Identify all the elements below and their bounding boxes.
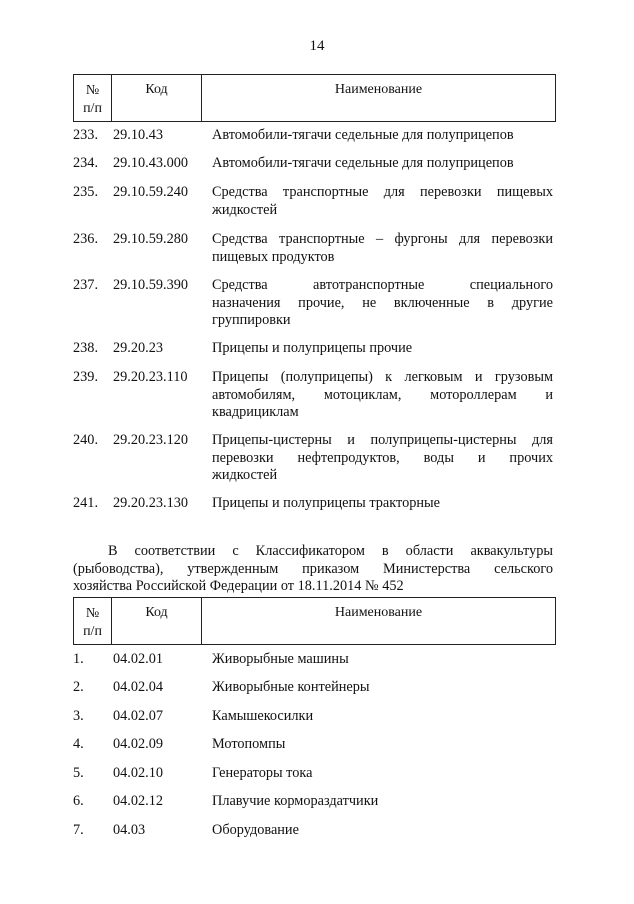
row-num: 237.	[73, 277, 99, 293]
table1-header	[73, 74, 556, 122]
row-name: Средства автотранспортные специального назначения прочие, не включенные в другие группировки	[212, 277, 553, 328]
row-num: 240.	[73, 432, 99, 448]
row-name: Прицепы-цистерны и полуприцепы-цистерны для перевозки нефтепродуктов, воды и прочих жидкостей	[212, 432, 553, 483]
row-num: 4.	[73, 736, 84, 752]
row-name: Прицепы (полуприцепы) к легковым и грузовым автомобилям, мотоциклам, мотороллерам и квадрициклам	[212, 369, 553, 420]
row-name: Плавучие кормораздатчики	[212, 793, 379, 809]
row-name: Мотопомпы	[212, 736, 286, 752]
header-code: Код	[112, 75, 202, 121]
row-name: Оборудование	[212, 822, 299, 838]
page-number: 14	[309, 38, 325, 54]
paragraph-line: В соответствии с Классификатором в области аквакультуры	[108, 543, 553, 559]
row-name: Автомобили-тягачи седельные для полуприцепов	[212, 155, 514, 171]
table2-header	[73, 597, 556, 645]
row-code: 04.02.12	[113, 793, 164, 809]
row-code: 29.20.23.130	[113, 495, 189, 511]
row-code: 29.10.43.000	[113, 155, 189, 171]
row-name: Живорыбные контейнеры	[212, 679, 370, 695]
header-num: № п/п	[74, 598, 112, 644]
row-code: 04.03	[113, 822, 146, 838]
row-num: 1.	[73, 651, 84, 667]
row-name: Средства транспортные для перевозки пищевых жидкостей	[212, 184, 553, 218]
row-num: 7.	[73, 822, 84, 838]
row-code: 29.10.59.390	[113, 277, 189, 293]
row-num: 3.	[73, 708, 84, 724]
row-num: 241.	[73, 495, 99, 511]
row-code: 29.10.59.280	[113, 231, 189, 247]
row-code: 04.02.04	[113, 679, 164, 695]
row-num: 6.	[73, 793, 84, 809]
row-name: Живорыбные машины	[212, 651, 349, 667]
row-code: 29.20.23	[113, 340, 164, 356]
row-name: Прицепы и полуприцепы прочие	[212, 340, 413, 356]
paragraph-line: (рыбоводства), утвержденным приказом Министерства сельского	[73, 560, 553, 577]
header-name: Наименование	[334, 605, 423, 620]
row-name: Прицепы и полуприцепы тракторные	[212, 495, 440, 511]
row-num: 235.	[73, 184, 99, 200]
header-name: Наименование	[334, 82, 423, 97]
row-num: 234.	[73, 155, 99, 171]
header-num: № п/п	[74, 75, 112, 121]
row-code: 04.02.09	[113, 736, 164, 752]
row-num: 236.	[73, 231, 99, 247]
row-code: 04.02.01	[113, 651, 164, 667]
row-name: Средства транспортные – фургоны для перевозки пищевых продуктов	[212, 231, 553, 265]
row-name: Генераторы тока	[212, 765, 313, 781]
paragraph-line: хозяйства Российской Федерации от 18.11.2014 № 452	[73, 578, 404, 594]
row-num: 239.	[73, 369, 99, 385]
row-code: 29.20.23.120	[113, 432, 189, 448]
row-code: 29.20.23.110	[113, 369, 188, 385]
row-num: 2.	[73, 679, 84, 695]
row-name: Автомобили-тягачи седельные для полуприцепов	[212, 127, 514, 143]
row-code: 29.10.43	[113, 127, 164, 143]
row-code: 04.02.07	[113, 708, 164, 724]
row-code: 04.02.10	[113, 765, 164, 781]
intro-paragraph	[73, 543, 553, 596]
row-name: Камышекосилки	[212, 708, 314, 724]
row-num: 5.	[73, 765, 84, 781]
row-code: 29.10.59.240	[113, 184, 189, 200]
header-code: Код	[112, 598, 202, 644]
row-num: 233.	[73, 127, 99, 143]
row-num: 238.	[73, 340, 99, 356]
